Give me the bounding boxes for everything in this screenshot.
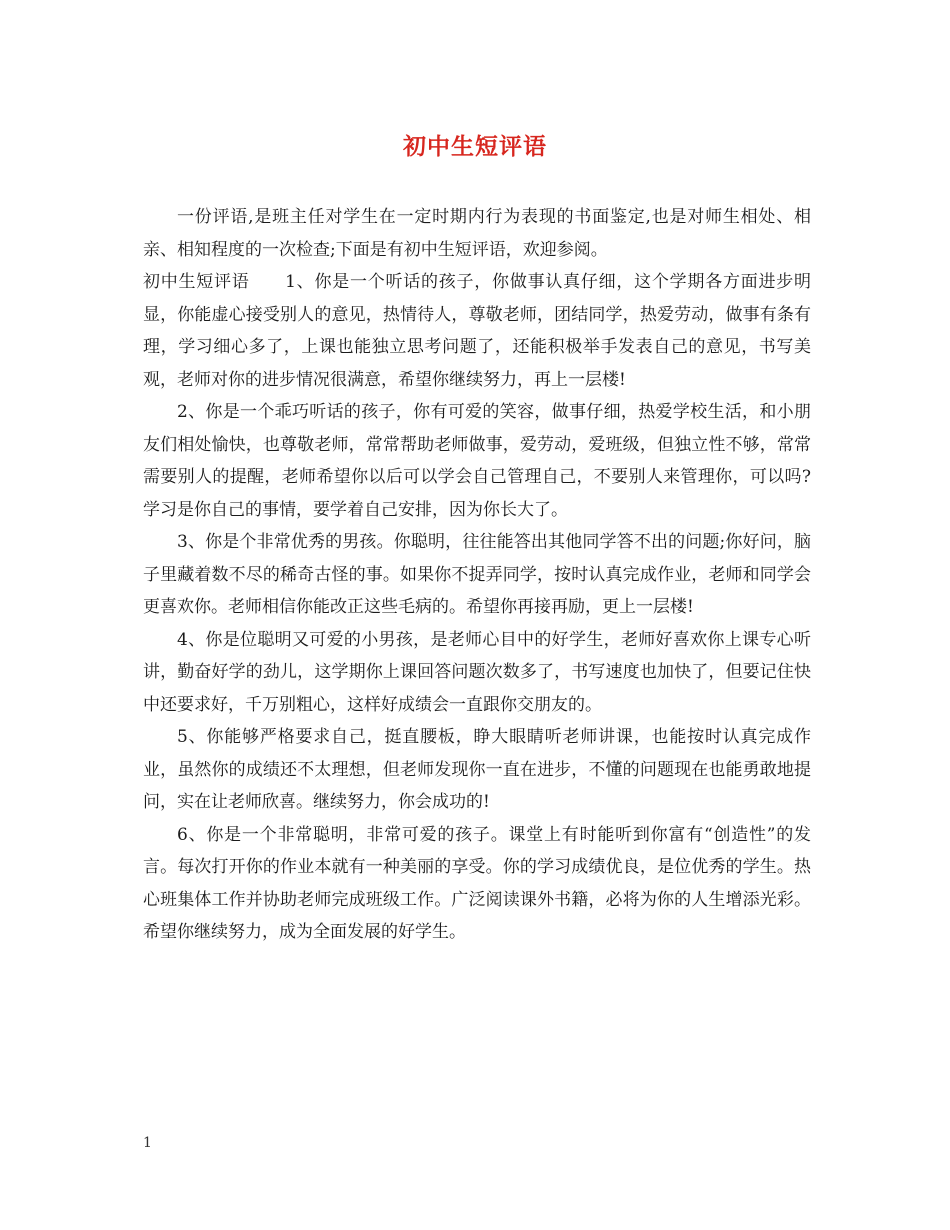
document-title: 初中生短评语 bbox=[403, 133, 547, 160]
inline-heading: 初中生短评语 bbox=[143, 272, 250, 292]
intro-paragraph: 一份评语,是班主任对学生在一定时期内行为表现的书面鉴定,也是对师生相处、相亲、相知程度的一次检查;下面是有初中生短评语，欢迎参阅。 bbox=[143, 207, 811, 260]
comment-2: 2、你是一个乖巧听话的孩子，你有可爱的笑容，做事仔细，热爱学校生活，和小朋友们相处愉快，也尊敬老师，常常帮助老师做事，爱劳动，爱班级，但独立性不够，常常需要别人的提醒，老师希望你以后可以学会自己管理自己，不要别人来管理你，可以吗?学习是你自己的事情，要学着自己安排，因为你长大了。 bbox=[143, 402, 811, 520]
comment-1: 1、你是一个听话的孩子，你做事认真仔细，这个学期各方面进步明显，你能虚心接受别人的意见，热情待人，尊敬老师，团结同学，热爱劳动，做事有条有理，学习细心多了，上课也能独立思考问题了，还能积极举手发表自己的意见，书写美观，老师对你的进步情况很满意，希望你继续努力，再上一层楼! bbox=[143, 272, 812, 390]
document-body bbox=[143, 201, 811, 949]
inline-gap bbox=[250, 272, 286, 292]
comment-5: 5、你能够严格要求自己，挺直腰板，睁大眼睛听老师讲课，也能按时认真完成作业，虽然你的成绩还不太理想，但老师发现你一直在进步，不懂的问题现在也能勇敢地提问，实在让老师欣喜。继续努力，你会成功的! bbox=[143, 727, 811, 812]
comment-4: 4、你是位聪明又可爱的小男孩，是老师心目中的好学生，老师好喜欢你上课专心听讲，勤奋好学的劲儿，这学期你上课回答问题次数多了，书写速度也加快了，但要记住快中还要求好，千万别粗心，这样好成绩会一直跟你交朋友的。 bbox=[143, 629, 811, 715]
page-number: 1 bbox=[143, 1135, 152, 1151]
comment-3: 3、你是个非常优秀的男孩。你聪明，往往能答出其他同学答不出的问题;你好问，脑子里藏着数不尽的稀奇古怪的事。如果你不捉弄同学，按时认真完成作业，老师和同学会更喜欢你。老师相信你能改正这些毛病的。希望你再接再励，更上一层楼! bbox=[143, 532, 811, 617]
comment-6: 6、你是一个非常聪明，非常可爱的孩子。课堂上有时能听到你富有“创造性”的发言。每次打开你的作业本就有一种美丽的享受。你的学习成绩优良，是位优秀的学生。热心班集体工作并协助老师完成班级工作。广泛阅读课外书籍，必将为你的人生增添光彩。希望你继续努力，成为全面发展的好学生。 bbox=[143, 824, 811, 942]
first-comment-paragraph bbox=[143, 266, 811, 396]
